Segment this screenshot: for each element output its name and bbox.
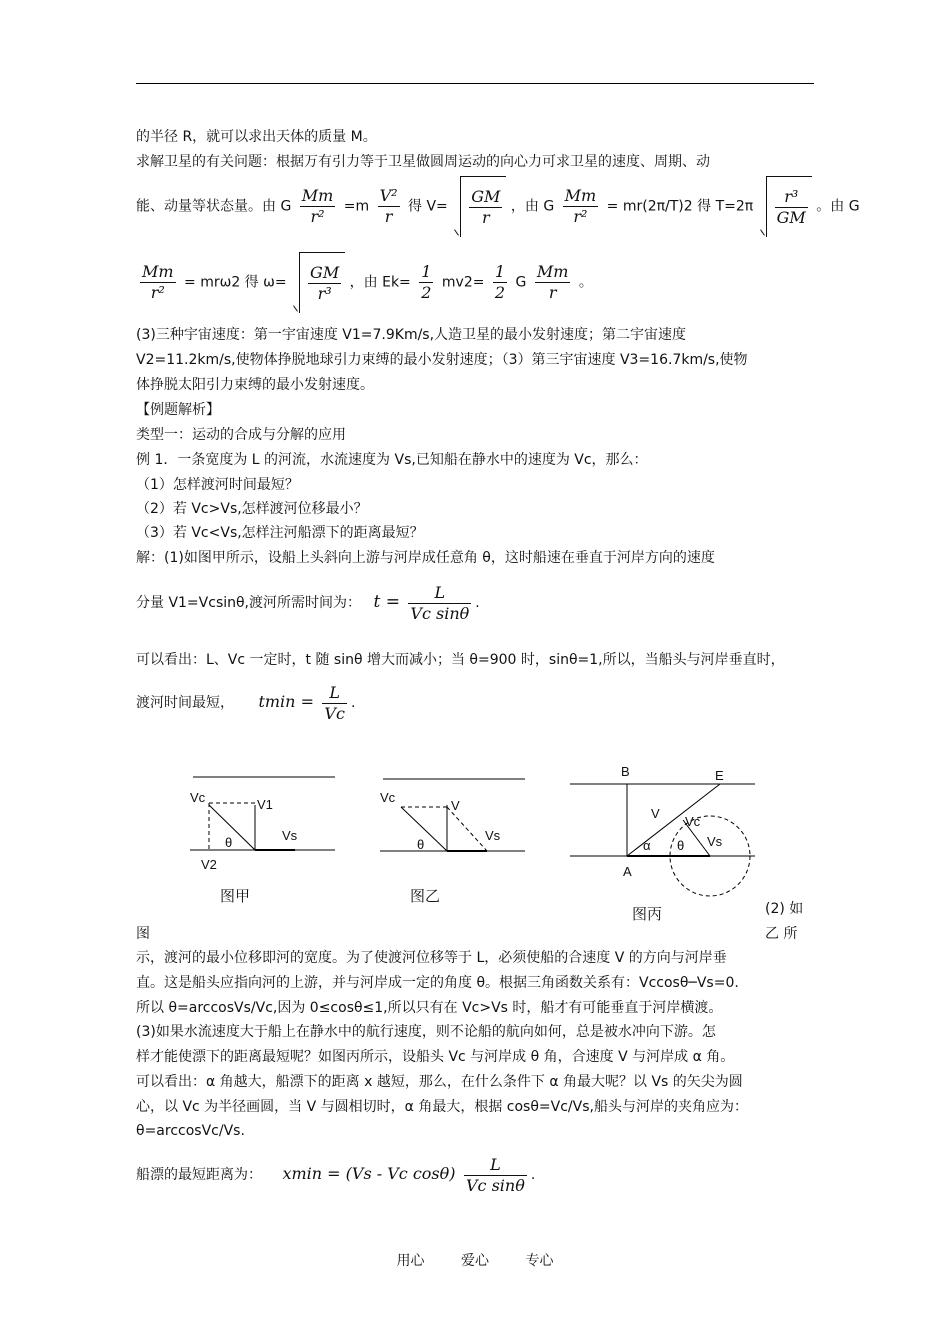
- label: θ: [417, 837, 425, 852]
- text-segment: 渡河时间最短，: [136, 695, 234, 711]
- sqrt: $\frac{\text{r³}}{GM}$: [766, 176, 812, 237]
- text-line: 心，以 Vc 为半径画圆，当 V 与圆相切时，α 角最大，根据 cosθ=Vc/Vs,船头与河岸的夹角应为：: [136, 1099, 748, 1115]
- caption-bing: 图丙: [632, 905, 663, 923]
- fraction: $\frac{1}{2}$: [421, 262, 432, 302]
- fraction: $\frac{1}{2}$: [494, 262, 506, 302]
- formula-line-4: 渡河时间最短， tmin = $\frac{L}{Vc}$ .: [136, 682, 356, 723]
- text-line: V2=11.2km/s,使物体挣脱地球引力束缚的最小发射速度；（3）第三宇宙速度 V3=16.7km/s,使物: [136, 352, 748, 368]
- text-segment: = mrω2 得 ω=: [184, 274, 287, 291]
- text-line: 的半径 R，就可以求出天体的质量 M。: [136, 129, 377, 145]
- formula-line-2: [136, 252, 593, 312]
- text-line: 样才能使漂下的距离最短呢？如图丙所示，设船头 Vc 与河岸成 θ 角，合速度 V 与河岸成 α 角。: [136, 1049, 735, 1065]
- fraction: $\frac{Mm}{r}$: [536, 262, 569, 302]
- text-line: 体挣脱太阳引力束缚的最小发射速度。: [136, 377, 374, 393]
- text-segment: =m: [343, 198, 370, 215]
- label: Vs: [707, 834, 723, 849]
- sqrt: $\frac{GM}{\text{r³}}$: [299, 252, 345, 313]
- fraction: $\frac{L}{Vc}$: [324, 682, 345, 723]
- figure-bing: [565, 760, 765, 900]
- formula-line-5: 船漂的最短距离为： xmin = (Vs - Vc cosθ) $\frac{L}{\text{Vc sinθ}}$ .: [136, 1154, 536, 1195]
- text-segment: 。由 G: [816, 198, 860, 215]
- text-line: （3）若 Vc<Vs,怎样注河船漂下的距离最短？: [136, 525, 424, 541]
- label: V: [451, 798, 460, 813]
- text-line: 图: [136, 926, 150, 942]
- text-line: 求解卫星的有关问题：根据万有引力等于卫星做圆周运动的向心力可求卫星的速度、周期、动: [136, 154, 710, 170]
- formula-line-1: [136, 176, 860, 236]
- fraction: $\frac{Mm}{\text{r²}}$: [142, 262, 174, 302]
- label: B: [621, 764, 630, 779]
- text-segment: = mr(2π/T)2 得 T=2π: [606, 198, 754, 215]
- text-line: 所以 θ=arccosVs/Vc,因为 0≤cosθ≤1,所以只有在 Vc>Vs 时，船才有可能垂直于河岸横渡。: [136, 1000, 723, 1016]
- text-segment: G: [515, 274, 527, 291]
- formula-line-3: 分量 V1=Vcsinθ,渡河所需时间为： t = $\frac{L}{\text{Vc sinθ}}$ .: [136, 582, 480, 623]
- fraction: $\frac{L}{\text{Vc sinθ}}$: [465, 1154, 525, 1195]
- label: Vc: [380, 790, 396, 805]
- caption-yi: 图乙: [410, 887, 441, 905]
- header-rule: [136, 83, 814, 84]
- text-line: 乙 所: [765, 926, 798, 942]
- label: Vc: [685, 814, 701, 829]
- figure-yi: [375, 765, 535, 885]
- text-line: 可以看出：L、Vc 一定时，t 随 sinθ 增大而减小；当 θ=900 时，sinθ=1,所以，当船头与河岸垂直时，: [136, 652, 785, 668]
- text-line: θ=arccosVc/Vs.: [136, 1123, 245, 1139]
- label: α: [643, 838, 651, 853]
- label: V1: [257, 797, 273, 812]
- label: Vs: [282, 828, 298, 843]
- text-line: (2) 如: [765, 901, 804, 917]
- fraction: $\frac{\text{V²}}{r}$: [379, 186, 398, 226]
- text-line: 解：(1)如图甲所示，设船上头斜向上游与河岸成任意角 θ，这时船速在垂直于河岸方向的速度: [136, 550, 715, 566]
- section-heading: 【例题解析】: [136, 402, 220, 418]
- text-segment: 得 V=: [408, 198, 448, 215]
- text-line: 示，渡河的最小位移即河的宽度。为了使渡河位移等于 L，必须使船的合速度 V 的方向与河岸垂: [136, 950, 727, 966]
- label: E: [715, 768, 724, 783]
- text-segment: mv2=: [441, 274, 485, 291]
- text-segment: ，由 G: [510, 198, 555, 215]
- text-line: (3)如果水流速度大于船上在静水中的航行速度，则不论船的航向如何，总是被水冲向下游。怎: [136, 1024, 716, 1040]
- label: Vs: [485, 828, 501, 843]
- fraction: $\frac{Mm}{\text{r²}}$: [301, 186, 334, 226]
- label: θ: [677, 838, 685, 853]
- fraction: $\frac{L}{\text{Vc sinθ}}$: [410, 582, 470, 623]
- label: V2: [201, 857, 217, 872]
- fraction: $\frac{Mm}{\text{r²}}$: [564, 186, 597, 226]
- label: Vc: [190, 790, 206, 805]
- text-segment: 能、动量等状态量。由 G: [136, 198, 292, 215]
- text-line: 可以看出：α 角越大，船漂下的距离 x 越短，那么，在什么条件下 α 角最大呢？以 Vs 的矢尖为圆: [136, 1074, 743, 1090]
- caption-jia: 图甲: [220, 887, 251, 905]
- text-segment: 分量 V1=Vcsinθ,渡河所需时间为：: [136, 595, 362, 611]
- text-segment: ，由 Ek=: [349, 274, 411, 291]
- text-segment: 。: [578, 274, 593, 291]
- text-line: （2）若 Vc>Vs,怎样渡河位移最小？: [136, 501, 368, 517]
- label: θ: [225, 835, 233, 850]
- label: V: [651, 806, 660, 821]
- figure-jia: [185, 765, 345, 885]
- text-segment: 船漂的最短距离为：: [136, 1167, 262, 1183]
- text-line: 例 1．一条宽度为 L 的河流，水流速度为 Vs,已知船在静水中的速度为 Vc，那么：: [136, 452, 648, 468]
- label: A: [623, 864, 632, 879]
- text-line: （1）怎样渡河时间最短？: [136, 477, 299, 493]
- text-line: (3)三种宇宙速度：第一宇宙速度 V1=7.9Km/s,人造卫星的最小发射速度；第二宇宙速度: [136, 327, 687, 343]
- text-line: 直。这是船头应指向河的上游，并与河岸成一定的角度 θ。根据三角函数关系有：Vccosθ─Vs=0.: [136, 975, 739, 991]
- page-footer: 用心 爱心 专心: [396, 1253, 554, 1269]
- sqrt: $\frac{GM}{r}$: [460, 176, 506, 237]
- text-line: 类型一：运动的合成与分解的应用: [136, 427, 346, 443]
